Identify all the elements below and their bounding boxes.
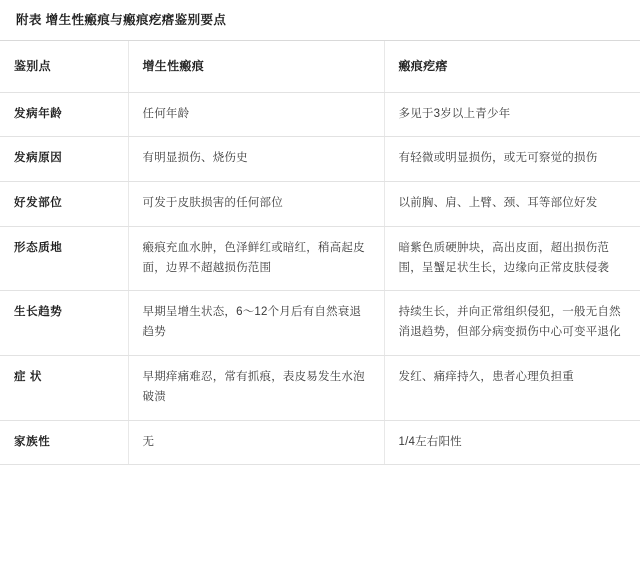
row-value-hypertrophic: 瘢痕充血水肿，色泽鲜红或暗红，稍高起皮面，边界不超越损伤范围	[128, 226, 384, 291]
table-row	[0, 355, 640, 420]
table-row	[0, 291, 640, 356]
row-value-hypertrophic: 可发于皮肤损害的任何部位	[128, 182, 384, 227]
table-row	[0, 182, 640, 227]
row-value-keloid: 持续生长，并向正常组织侵犯，一般无自然消退趋势，但部分病变损伤中心可变平退化	[384, 291, 640, 356]
row-value-hypertrophic: 有明显损伤、烧伤史	[128, 137, 384, 182]
row-key: 形态质地	[0, 226, 128, 291]
row-value-hypertrophic: 任何年龄	[128, 92, 384, 137]
row-value-keloid: 1/4左右阳性	[384, 420, 640, 465]
table-row	[0, 226, 640, 291]
row-key: 生长趋势	[0, 291, 128, 356]
row-key: 家族性	[0, 420, 128, 465]
row-key: 好发部位	[0, 182, 128, 227]
row-key: 发病年龄	[0, 92, 128, 137]
column-header-keloid: 瘢痕疙瘩	[384, 41, 640, 92]
page-title: 附表 增生性瘢痕与瘢痕疙瘩鉴别要点	[16, 13, 227, 27]
row-value-hypertrophic: 无	[128, 420, 384, 465]
column-header-hypertrophic: 增生性瘢痕	[128, 41, 384, 92]
row-value-keloid: 有轻微或明显损伤，或无可察觉的损伤	[384, 137, 640, 182]
comparison-table	[0, 41, 640, 465]
row-key: 症 状	[0, 355, 128, 420]
row-value-keloid: 发红、痛痒持久，患者心理负担重	[384, 355, 640, 420]
column-header-key: 鉴别点	[0, 41, 128, 92]
table-row	[0, 137, 640, 182]
table-row	[0, 92, 640, 137]
row-value-keloid: 暗紫色质硬肿块，高出皮面，超出损伤范围，呈蟹足状生长，边缘向正常皮肤侵袭	[384, 226, 640, 291]
table-row	[0, 420, 640, 465]
row-value-hypertrophic: 早期呈增生状态，6～12个月后有自然衰退趋势	[128, 291, 384, 356]
row-value-keloid: 多见于3岁以上青少年	[384, 92, 640, 137]
table-header-row	[0, 41, 640, 92]
row-value-hypertrophic: 早期痒痛难忍，常有抓痕，表皮易发生水泡破溃	[128, 355, 384, 420]
row-value-keloid: 以前胸、肩、上臂、颈、耳等部位好发	[384, 182, 640, 227]
row-key: 发病原因	[0, 137, 128, 182]
